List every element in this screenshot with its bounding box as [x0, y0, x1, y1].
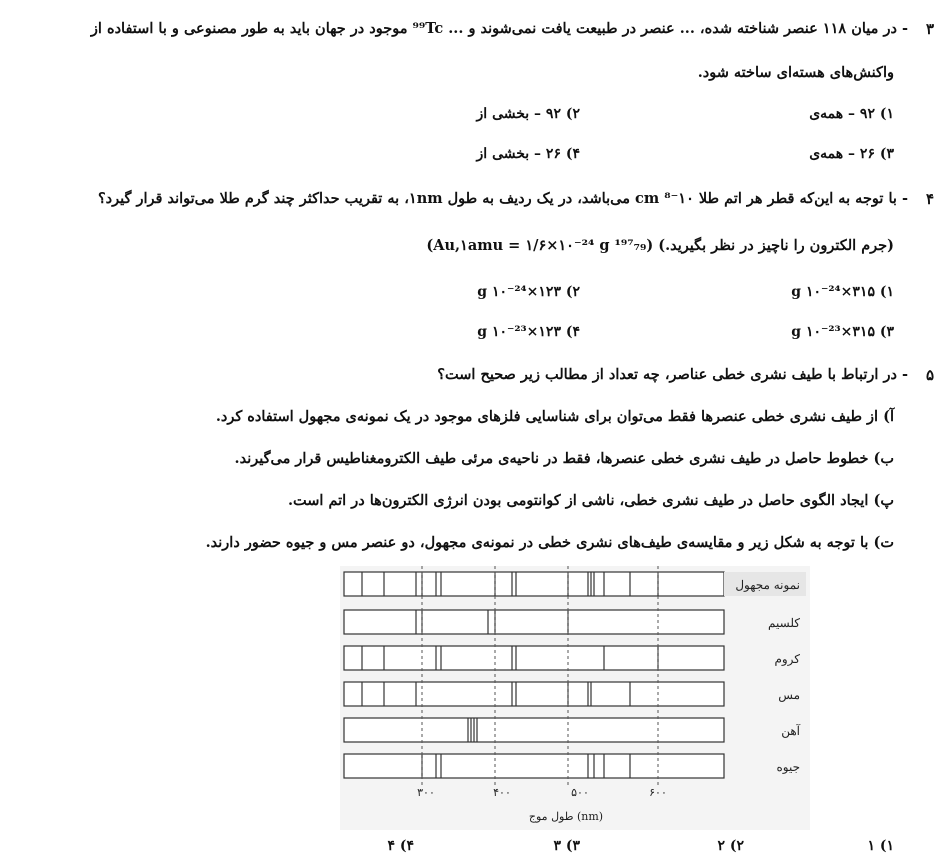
q5-statement-t: ت) با توجه به شکل زیر و مقایسه‌ی طیف‌های نشری خطی در نمونه‌ی مجهول، دو عنصر مس و جیوه حضور دارند. [205, 534, 894, 551]
q5-statement-b: ب) خطوط حاصل در طیف نشری خطی عنصرها، فقط در ناحیه‌ی مرئی طیف الکترومغناطیس قرار می‌گیرند. [234, 450, 894, 467]
q5-option-1[interactable]: ۱) ۱ [867, 838, 894, 854]
q5-statement-a: آ) از طیف نشری خطی عنصرها فقط می‌توان برای شناسایی فلزهای موجود در یک نمونه‌ی مجهول استفاده کرد. [215, 408, 894, 425]
question-5-number: ۵ [925, 366, 934, 384]
question-4-number: ۴ [925, 190, 934, 208]
question-5-text-line-1: - در ارتباط با طیف نشری خطی عناصر، چه تعداد از مطالب زیر صحیح است؟ [437, 366, 908, 383]
question-4-text-line-1: - با توجه به این‌که قطر هر اتم طلا ۱۰⁻⁸ cm می‌باشد، در یک ردیف به طول ۱nm، به تقریب حداکثر چند گرم طلا می‌تواند قرار گیرد؟ [97, 190, 908, 207]
strip-label-mercury: جیوه [776, 760, 800, 774]
q3-option-1[interactable]: ۱) ۹۲ – همه‌ی [809, 106, 894, 122]
tick-300: ۳۰۰ [417, 786, 435, 799]
question-3-number: ۳ [925, 20, 934, 38]
tick-400: ۴۰۰ [493, 786, 511, 799]
q4-option-2[interactable]: ۲) ۱۲۳×۱۰⁻²⁴ g [477, 284, 580, 300]
question-3-text-line-2: واکنش‌های هسته‌ای ساخته شود. [697, 64, 894, 81]
emission-spectrum-figure [340, 566, 810, 830]
strip-label-copper: مس [778, 688, 800, 702]
q5-statement-p: پ) ایجاد الگوی حاصل در طیف نشری خطی، ناشی از کوانتومی بودن انرژی الکترون‌ها در اتم است. [287, 492, 894, 509]
strip-label-iron: آهن [781, 724, 800, 738]
strip-unknown [344, 572, 806, 596]
q5-option-2[interactable]: ۲) ۲ [717, 838, 744, 854]
x-axis-label: طول موج (nm) [528, 810, 604, 823]
q5-option-3[interactable]: ۳) ۳ [553, 838, 580, 854]
q3-option-3[interactable]: ۳) ۲۶ – همه‌ی [809, 146, 894, 162]
strip-label-calcium: کلسیم [768, 616, 800, 630]
q3-option-2[interactable]: ۲) ۹۲ – بخشی از [476, 106, 580, 122]
tick-500: ۵۰۰ [571, 786, 589, 799]
q3-option-4[interactable]: ۴) ۲۶ – بخشی از [476, 146, 580, 162]
strip-label-unknown: نمونه مجهول [735, 578, 800, 592]
q5-option-4[interactable]: ۴) ۴ [387, 838, 414, 854]
question-4-text-line-2: (جرم الکترون را ناچیز در نظر بگیرید.) (Au,۱amu = ۱/۶×۱۰⁻²⁴ g ¹⁹⁷₇₉) [426, 237, 894, 254]
q4-option-4[interactable]: ۴) ۱۲۳×۱۰⁻²³ g [477, 324, 580, 340]
question-3-text-line-1: - در میان ۱۱۸ عنصر شناخته شده، ... عنصر در طبیعت یافت نمی‌شوند و ... ⁹⁹Tc موجود در جهان باید به طور مصنوعی و با استفاده از [90, 20, 908, 37]
strip-label-chromium: کروم [774, 652, 800, 666]
q4-option-3[interactable]: ۳) ۳۱۵×۱۰⁻²³ g [791, 324, 894, 340]
tick-600: ۶۰۰ [649, 786, 667, 799]
q4-option-1[interactable]: ۱) ۳۱۵×۱۰⁻²⁴ g [791, 284, 894, 300]
